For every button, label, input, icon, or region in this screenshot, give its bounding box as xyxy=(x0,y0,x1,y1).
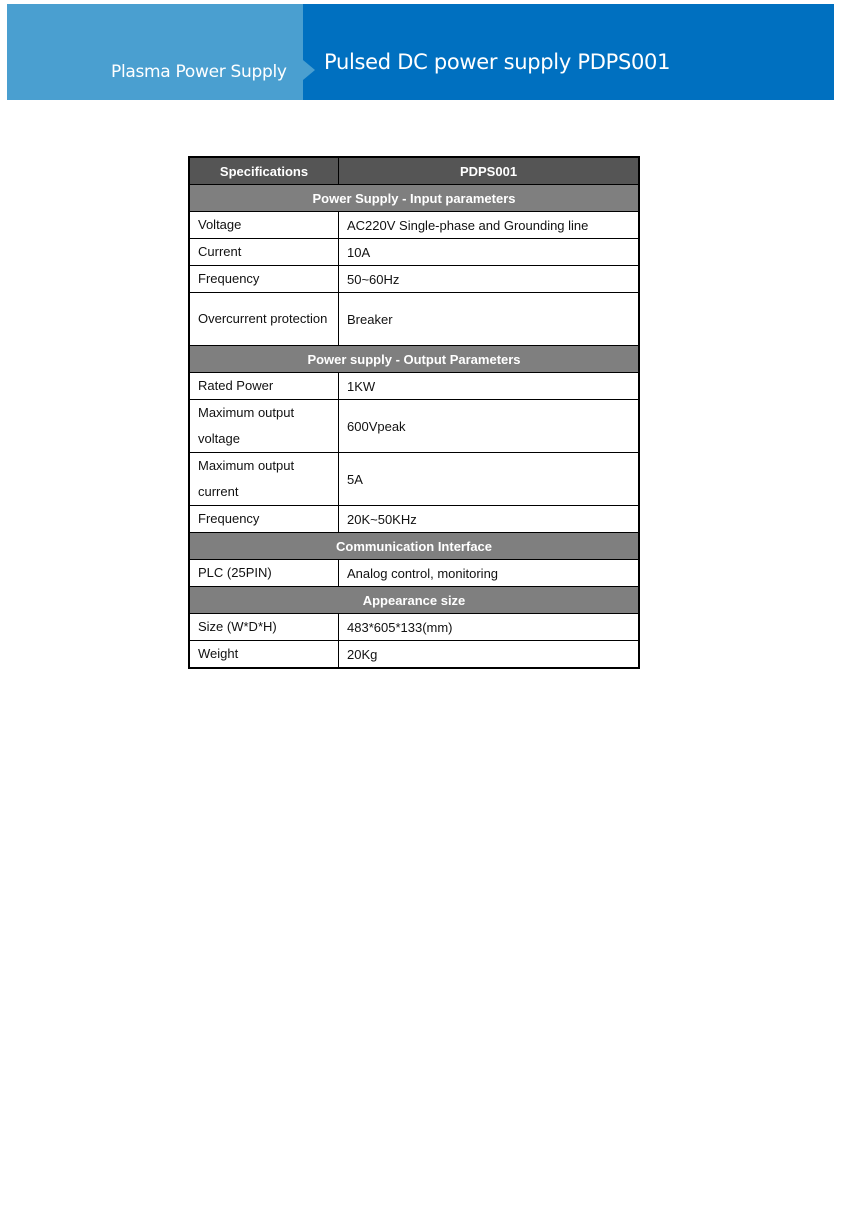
header-banner xyxy=(7,4,834,100)
header-specifications: Specifications xyxy=(189,157,339,185)
spec-value: 600Vpeak xyxy=(339,400,640,453)
section-row xyxy=(189,346,639,373)
spec-value: 20Kg xyxy=(339,641,640,669)
table-row xyxy=(189,239,639,266)
table-row xyxy=(189,212,639,239)
header-model: PDPS001 xyxy=(339,157,640,185)
section-title-input: Power Supply - Input parameters xyxy=(189,185,639,212)
section-row xyxy=(189,533,639,560)
spec-label: Maximum output voltage xyxy=(189,400,339,453)
spec-value: 20K~50KHz xyxy=(339,506,640,533)
spec-value: 10A xyxy=(339,239,640,266)
table-row xyxy=(189,400,639,453)
spec-value: 5A xyxy=(339,453,640,506)
section-row xyxy=(189,185,639,212)
page-title: Pulsed DC power supply PDPS001 xyxy=(324,50,671,74)
table-row xyxy=(189,266,639,293)
spec-label: Voltage xyxy=(189,212,339,239)
section-title-communication: Communication Interface xyxy=(189,533,639,560)
category-label: Plasma Power Supply xyxy=(111,62,287,82)
spec-label: Current xyxy=(189,239,339,266)
spec-label: Frequency xyxy=(189,266,339,293)
spec-label: PLC (25PIN) xyxy=(189,560,339,587)
table-header-row xyxy=(189,157,639,185)
spec-label: Weight xyxy=(189,641,339,669)
section-title-output: Power supply - Output Parameters xyxy=(189,346,639,373)
table-row xyxy=(189,373,639,400)
spec-value: 1KW xyxy=(339,373,640,400)
spec-value: Breaker xyxy=(339,293,640,346)
table-row xyxy=(189,453,639,506)
table-row xyxy=(189,641,639,669)
table-row xyxy=(189,293,639,346)
spec-label: Rated Power xyxy=(189,373,339,400)
spec-label: Maximum output current xyxy=(189,453,339,506)
table-row xyxy=(189,614,639,641)
spec-value: 50~60Hz xyxy=(339,266,640,293)
banner-arrow-icon xyxy=(303,60,315,80)
section-title-appearance: Appearance size xyxy=(189,587,639,614)
spec-label: Size (W*D*H) xyxy=(189,614,339,641)
spec-label: Overcurrent protection xyxy=(189,293,339,346)
spec-value: 483*605*133(mm) xyxy=(339,614,640,641)
section-row xyxy=(189,587,639,614)
banner-left-panel xyxy=(7,4,303,100)
table-row xyxy=(189,560,639,587)
spec-value: AC220V Single-phase and Grounding line xyxy=(339,212,640,239)
spec-table xyxy=(188,156,640,669)
table-row xyxy=(189,506,639,533)
spec-label: Frequency xyxy=(189,506,339,533)
spec-value: Analog control, monitoring xyxy=(339,560,640,587)
